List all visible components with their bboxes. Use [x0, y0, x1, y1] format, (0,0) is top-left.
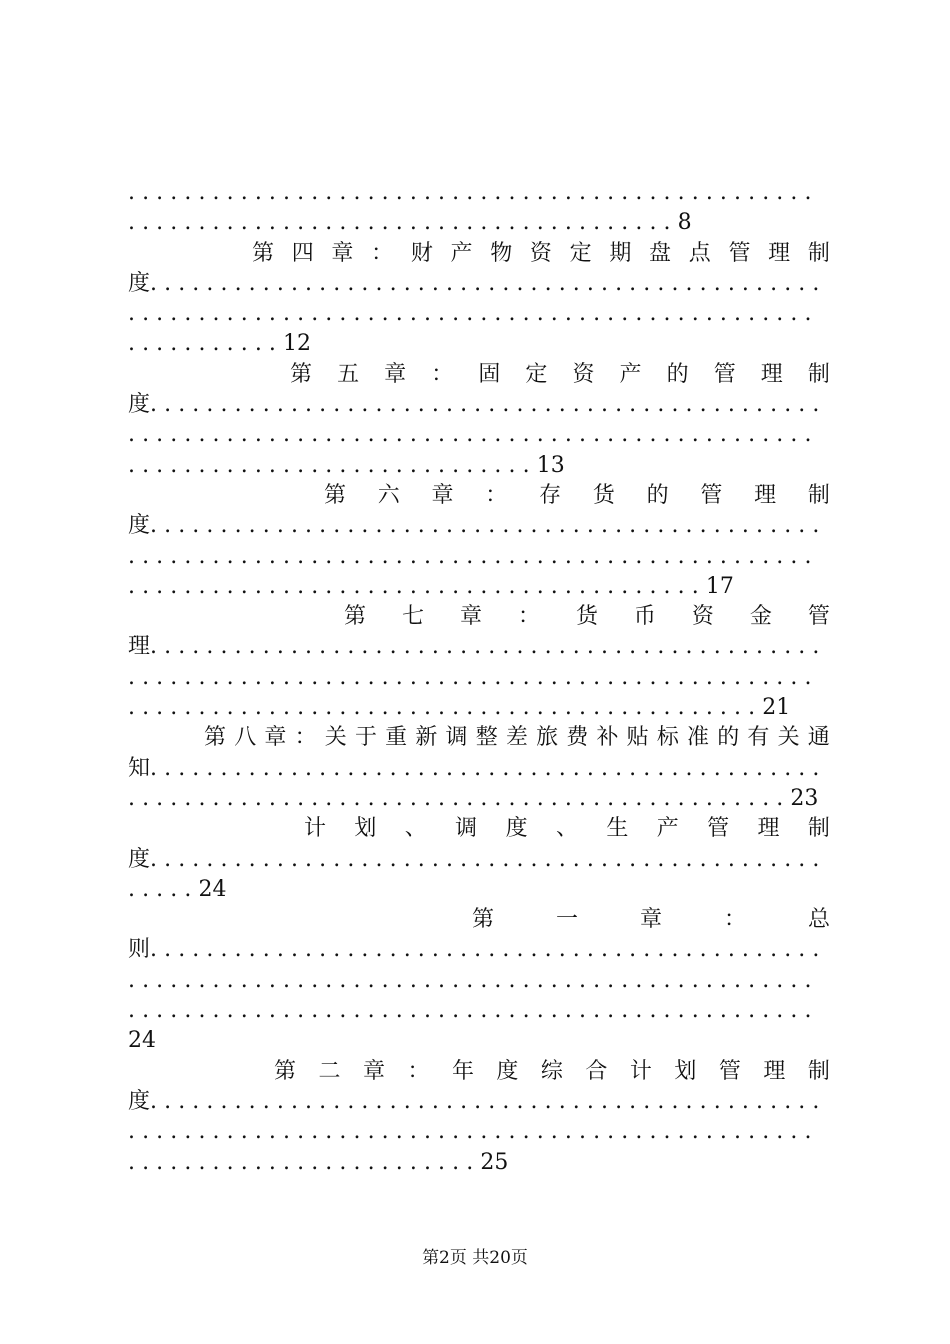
toc-title-char: 二 — [318, 1058, 341, 1084]
toc-title-char: 重 — [385, 725, 408, 751]
toc-title-char: 期 — [609, 240, 632, 266]
toc-dot-leader: ................................................. — [128, 1119, 819, 1145]
toc-title-tail: 度 — [128, 1088, 151, 1114]
table-of-contents — [128, 178, 830, 1178]
toc-title-char: 整 — [475, 725, 498, 751]
toc-title-char: 划 — [354, 816, 377, 842]
toc-title-char: 制 — [807, 816, 830, 842]
toc-title-char: 、 — [404, 816, 427, 842]
toc-title-char: 章 — [331, 240, 354, 266]
toc-entry-chapter-7-title[interactable] — [128, 602, 830, 632]
toc-dot-leader: 知................................................ — [128, 755, 827, 781]
toc-dot-leader: ...............................................23 — [128, 785, 819, 811]
toc-title-char: 五 — [337, 361, 360, 387]
toc-title-char: ： — [485, 482, 508, 508]
toc-title-char: 第 — [472, 907, 495, 933]
toc-entry-chapter-4-title[interactable] — [128, 239, 830, 269]
toc-title-tail: 理 — [128, 634, 151, 660]
toc-title-char: 章 — [264, 725, 287, 751]
toc-title-char: 的 — [646, 482, 669, 508]
toc-title-char: 四 — [291, 240, 314, 266]
toc-dot-leader: .........................................17 — [128, 573, 734, 599]
toc-title-tail: 度 — [128, 513, 151, 539]
toc-title-char: 第 — [204, 725, 227, 751]
toc-title-char: 章 — [431, 482, 454, 508]
toc-title-char: 资 — [691, 604, 714, 630]
toc-title-char: 制 — [807, 240, 830, 266]
toc-dot-leader: .....24 — [128, 876, 227, 902]
toc-title-char: 理 — [763, 1058, 786, 1084]
toc-title-char: 计 — [629, 1058, 652, 1084]
toc-title-char: ： — [723, 907, 746, 933]
toc-title-char: 理 — [757, 816, 780, 842]
toc-page-number: 25 — [480, 1149, 509, 1175]
toc-title-char: 关 — [324, 725, 347, 751]
toc-title-char: 调 — [445, 725, 468, 751]
toc-title-char: 第 — [290, 361, 313, 387]
toc-title-char: 通 — [807, 725, 830, 751]
toc-dot-leader: ................................................. — [128, 543, 819, 569]
toc-title-char: 贴 — [626, 725, 649, 751]
toc-page-number: 24 — [128, 1028, 156, 1054]
toc-title-char: 理 — [754, 482, 777, 508]
toc-dot-leader: 度................................................ — [128, 513, 827, 539]
toc-title-char: 年 — [451, 1058, 474, 1084]
toc-title-tail: 知 — [128, 755, 151, 781]
toc-title-char: 货 — [592, 482, 615, 508]
toc-title-char: 标 — [656, 725, 679, 751]
toc-title-char: 的 — [666, 361, 689, 387]
toc-entry-chapter-8-title[interactable] — [128, 723, 830, 753]
toc-title-char: 旅 — [536, 725, 559, 751]
toc-title-char: 资 — [572, 361, 595, 387]
toc-title-char: 管 — [700, 482, 723, 508]
toc-title-char: 费 — [566, 725, 589, 751]
toc-title-char: ： — [517, 604, 540, 630]
toc-dot-leader: 则................................................ — [128, 937, 827, 963]
toc-title-char: 有 — [747, 725, 770, 751]
toc-title-char: 生 — [606, 816, 629, 842]
toc-title-char: 定 — [569, 240, 592, 266]
toc-title-tail: 度 — [128, 846, 151, 872]
toc-title-char: 划 — [674, 1058, 697, 1084]
toc-dot-leader: .............................13 — [128, 452, 565, 478]
toc-title-char: 制 — [807, 1058, 830, 1084]
toc-title-char: 调 — [455, 816, 478, 842]
toc-title-char: 管 — [707, 816, 730, 842]
toc-title-char: 七 — [401, 604, 424, 630]
toc-title-char: 第 — [252, 240, 275, 266]
toc-title-tail: 度 — [128, 270, 151, 296]
toc-dot-leader — [128, 1026, 830, 1056]
toc-page-number: 13 — [536, 452, 565, 478]
toc-dot-leader: ................................................. — [128, 422, 819, 448]
toc-entry-chapter-5-title[interactable] — [128, 360, 830, 390]
toc-title-char: 章 — [459, 604, 482, 630]
toc-dot-leader: ................................................. — [128, 998, 819, 1024]
toc-dot-leader: 度................................................ — [128, 846, 827, 872]
toc-dot-leader: ................................................. — [128, 967, 819, 993]
toc-title-char: 管 — [807, 604, 830, 630]
toc-title-char: 计 — [304, 816, 327, 842]
toc-page-number: 24 — [198, 876, 227, 902]
toc-title-char: 管 — [718, 1058, 741, 1084]
toc-title-char: 物 — [490, 240, 513, 266]
toc-title-char: 理 — [760, 361, 783, 387]
toc-title-char: 资 — [529, 240, 552, 266]
toc-title-char: ： — [407, 1058, 430, 1084]
toc-title-char: 、 — [555, 816, 578, 842]
toc-title-char: 点 — [688, 240, 711, 266]
toc-entry-chapter-6-title[interactable] — [128, 481, 830, 511]
toc-dot-leader: .............................................21 — [128, 695, 791, 721]
toc-title-char: 财 — [410, 240, 433, 266]
toc-title-char: 存 — [539, 482, 562, 508]
toc-title-char: 八 — [234, 725, 257, 751]
toc-title-char: 产 — [619, 361, 642, 387]
toc-title-char: 补 — [596, 725, 619, 751]
toc-title-char: 关 — [777, 725, 800, 751]
toc-entry-plan-section-title[interactable] — [128, 814, 830, 844]
toc-title-char: 产 — [450, 240, 473, 266]
toc-dot-leader: .........................25 — [128, 1149, 509, 1175]
toc-title-char: ： — [371, 240, 394, 266]
toc-title-char: 第 — [274, 1058, 297, 1084]
toc-dot-leader: 度................................................ — [128, 1088, 827, 1114]
toc-title-char: 制 — [807, 361, 830, 387]
toc-title-char: 六 — [377, 482, 400, 508]
toc-dot-leader: ................................................. — [128, 301, 819, 327]
toc-title-char: 总 — [807, 907, 830, 933]
toc-dot-leader: ...........12 — [128, 331, 312, 357]
toc-title-char: 度 — [505, 816, 528, 842]
toc-title-char: ： — [431, 361, 454, 387]
toc-page-number: 12 — [283, 331, 312, 357]
toc-title-char: 理 — [768, 240, 791, 266]
toc-entry-plan-chapter-2-title[interactable] — [128, 1057, 830, 1087]
toc-title-char: 产 — [656, 816, 679, 842]
toc-dot-leader: ................................................. — [128, 180, 819, 205]
toc-title-char: 合 — [585, 1058, 608, 1084]
toc-title-char: ： — [294, 725, 317, 751]
toc-title-char: 章 — [362, 1058, 385, 1084]
toc-title-char: 章 — [384, 361, 407, 387]
toc-dot-leader: 度................................................ — [128, 392, 827, 418]
toc-page-number: 23 — [790, 785, 819, 811]
toc-title-char: 第 — [344, 604, 367, 630]
toc-title-tail: 度 — [128, 392, 151, 418]
toc-title-char: 准 — [687, 725, 710, 751]
toc-title-char: 管 — [713, 361, 736, 387]
toc-title-char: 第 — [324, 482, 347, 508]
toc-title-char: 货 — [575, 604, 598, 630]
toc-title-char: 综 — [540, 1058, 563, 1084]
toc-title-char: 章 — [639, 907, 662, 933]
toc-dot-leader: .......................................8 — [128, 210, 692, 236]
toc-page-number: 8 — [677, 210, 692, 236]
page-footer: 第2页 共20页 — [422, 1248, 528, 1268]
toc-title-char: 金 — [749, 604, 772, 630]
toc-page-number: 17 — [705, 573, 734, 599]
toc-title-char: 固 — [478, 361, 501, 387]
toc-title-char: 差 — [505, 725, 528, 751]
toc-entry-plan-chapter-1-title[interactable] — [128, 905, 830, 935]
toc-dot-leader: 度................................................ — [128, 270, 827, 296]
toc-title-char: 于 — [354, 725, 377, 751]
toc-title-char: 的 — [717, 725, 740, 751]
toc-title-char: 新 — [415, 725, 438, 751]
toc-title-char: 度 — [496, 1058, 519, 1084]
toc-title-tail: 则 — [128, 937, 151, 963]
toc-dot-leader: ................................................. — [128, 664, 819, 690]
toc-page-number: 21 — [762, 695, 791, 721]
toc-title-char: 币 — [633, 604, 656, 630]
toc-title-char: 盘 — [649, 240, 672, 266]
toc-title-char: 制 — [807, 482, 830, 508]
toc-title-char: 一 — [555, 907, 578, 933]
toc-dot-leader: 理................................................ — [128, 634, 827, 660]
toc-title-char: 定 — [525, 361, 548, 387]
toc-title-char: 管 — [728, 240, 751, 266]
